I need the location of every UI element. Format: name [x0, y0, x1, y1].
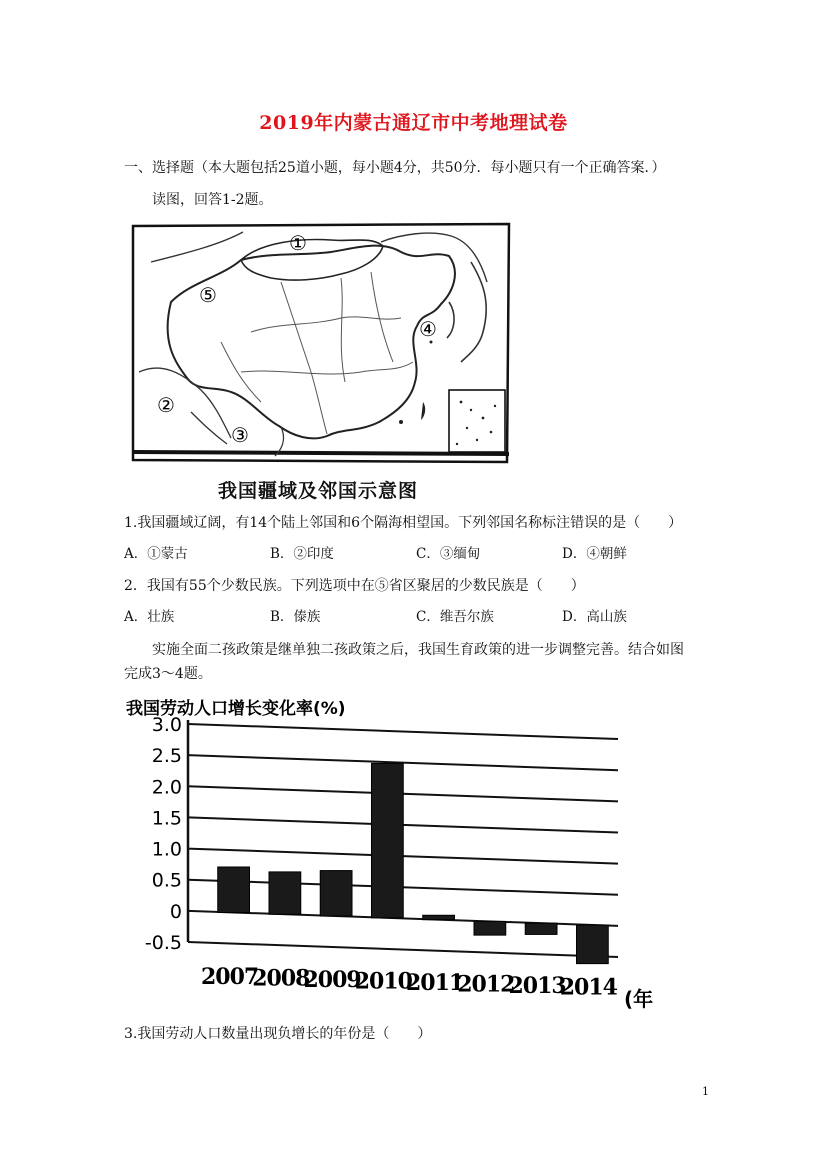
map-label-1: ①: [289, 231, 307, 255]
x-tick-label: 2013: [508, 973, 566, 999]
question-3-stem: 3.我国劳动人口数量出现负增长的年份是（ ）: [124, 1026, 432, 1042]
x-tick-label: 2009: [303, 967, 361, 993]
x-tick-label: 2010: [354, 968, 412, 995]
y-tick-label: -0.5: [144, 932, 182, 954]
q2-option-d: D．高山族: [562, 609, 627, 625]
q2-option-a: A．壮族: [124, 609, 175, 625]
bar-2013: [525, 923, 557, 934]
bar-2007: [218, 867, 250, 912]
q1-option-a: A．①蒙古: [124, 546, 188, 562]
x-tick-label: 2014: [559, 974, 617, 1001]
y-tick-label: 2.5: [151, 745, 182, 768]
map-label-2: ②: [157, 393, 175, 417]
bar-2010: [371, 763, 403, 917]
labor-growth-chart: [118, 694, 658, 1014]
page-number: 1: [702, 1085, 709, 1098]
map-drawing: [131, 222, 513, 466]
map-label-4: ④: [419, 317, 437, 341]
map-caption: 我国疆域及邻国示意图: [218, 480, 419, 502]
intro-text-2-line-1: 实施全面二孩政策是继单独二孩政策之后，我国生育政策的进一步调整完善。结合如图: [152, 642, 684, 658]
y-tick-label: 2.0: [151, 776, 182, 799]
x-tick-label: 2007: [201, 964, 259, 990]
y-tick-label: 0: [169, 900, 182, 923]
q1-option-b: B．②印度: [270, 546, 334, 562]
map-label-3: ③: [231, 423, 249, 447]
bar-2012: [474, 921, 506, 935]
y-tick-label: 1.5: [151, 807, 182, 830]
page-title: 2019年内蒙古通辽市中考地理试卷: [259, 112, 568, 134]
gridline: [188, 942, 618, 957]
x-axis-unit-label: (年: [624, 987, 654, 1011]
q2-option-c: C．维吾尔族: [416, 609, 494, 625]
bar-2009: [320, 871, 352, 916]
question-1-stem: 1.我国疆域辽阔，有14个陆上邻国和6个隔海相望国。下列邻国名称标注错误的是（ ）: [124, 515, 683, 531]
x-tick-label: 2012: [457, 971, 515, 998]
x-tick-label: 2008: [252, 965, 310, 992]
q2-option-b: B．傣族: [270, 609, 321, 625]
map-label-5: ⑤: [199, 283, 217, 307]
chart-svg: [118, 694, 658, 1014]
bar-2011: [423, 915, 455, 919]
intro-text-2-line-2: 完成3～4题。: [124, 666, 212, 682]
gridline: [188, 724, 618, 739]
q1-option-d: D．④朝鲜: [562, 546, 627, 562]
y-tick-label: 0.5: [151, 869, 182, 892]
bar-2014: [576, 925, 608, 964]
bar-2008: [269, 872, 301, 914]
china-neighbors-map: [131, 222, 513, 466]
q1-option-c: C．③缅甸: [416, 546, 481, 562]
y-tick-label: 3.0: [151, 714, 182, 736]
chart-title: 我国劳动人口增长变化率(%): [126, 699, 346, 719]
intro-text-1: 读图，回答1-2题。: [152, 192, 273, 208]
y-tick-label: 1.0: [151, 838, 182, 861]
question-2-stem: 2．我国有55个少数民族。下列选项中在⑤省区聚居的少数民族是（ ）: [124, 578, 585, 594]
x-tick-label: 2011: [406, 970, 464, 996]
section-heading: 一、选择题（本大题包括25道小题，每小题4分，共50分．每小题只有一个正确答案．）: [124, 160, 666, 176]
